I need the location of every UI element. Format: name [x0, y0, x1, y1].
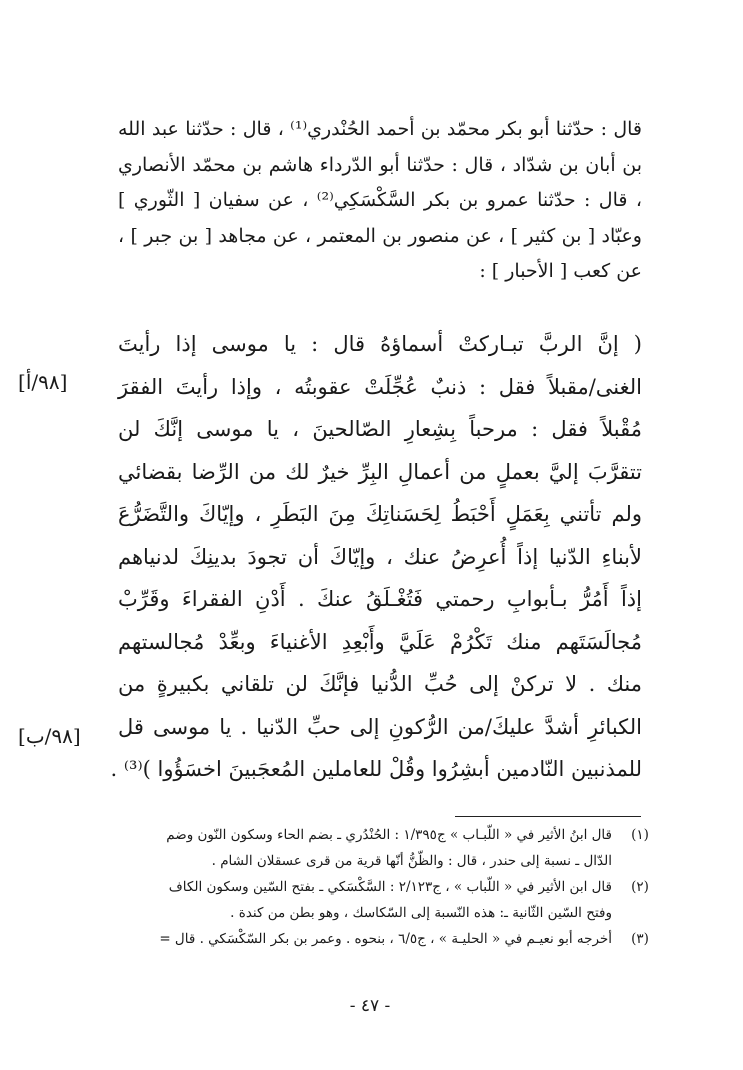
isnad-text: قال : حدّثنا أبو بكر محمّد بن أحمد الحُنْدري⁽¹⁾ ، قال : حدّثنا عبد الله بن أبان بن شدّاد ، قال : حدّثنا أبو الدّرداء هاشم بن محمّد الأنصاري ، قال : حدّثنا عمرو بن بكر السَّكْسَكِي⁽²⁾ ، عن سفيان [ الثّوري ] وعبّاد [ بن كثير ] ، عن منصور بن المعتمر ، عن مجاهد [ بن جبر ] ، عن كعب [ الأحبار ] :	[118, 118, 643, 282]
matn-line: الغنى/مقبلاً فقل : ذنبٌ عُجِّلَتْ عقوبتُه ، وإذا رأيتَ الفقرَ	[118, 374, 642, 399]
matn-line: منك . لا تركنْ إلى حُبِّ الدُّنيا فإنَّكَ لن تلقاني بكبيرةٍ من	[118, 672, 642, 696]
footnote-divider	[455, 816, 641, 817]
matn-paragraph	[110, 323, 642, 791]
footnote-line: قال ابن الأثير في « اللّباب » ، ج٢/١٢٣ : السَّكْسَكي ـ بفتح السّين وسكون الكاف	[168, 879, 612, 895]
footnote-line: أخرجه أبو نعيـم في « الحليـة » ، ج٦/٥ ، بنحوه . وعمر بن بكر السّكْسَكي . قال =	[159, 931, 612, 947]
folio-marker-a: [٩٨/أ]	[18, 370, 68, 394]
footnote-number: (٣)	[631, 931, 649, 947]
footnote	[60, 874, 660, 926]
matn-line: مُقْبلاً فقل : مرحباً بِشِعارِ الصّالحينَ ، يا موسى إنَّكَ لن	[118, 417, 642, 441]
footnote-number: (٢)	[631, 879, 649, 895]
matn-line: إذاً أَمُرُّ بـأبوابِ رحمتي فَتُغْـلَقُ عنكَ . أَدْنِ الفقراءَ وقَرِّبْ	[118, 587, 642, 611]
footnote-line: قال ابنُ الأثير في « اللّبـاب » ج١/٣٩٥ : الحُنْدُري ـ بضم الحاء وسكون النّون وضم	[166, 827, 612, 843]
matn-line: مُجالَسَتَهم منك تَكْرُمْ عَلَيَّ وأَبْعِدِ الأغنياءَ وبعِّدْ مُجالستهم	[118, 629, 642, 654]
footnote-line: الدّال ـ نسبة إلى حندر ، قال : والظّنُّ أنّها قرية من قرى عسقلان الشام .	[211, 853, 612, 869]
matn-line: ولم تأتني بِعَمَلٍ أَحْبَطُ لِحَسَناتِكَ مِنَ البَطَرِ ، وإيّاكَ والتَّضَرُّعَ	[118, 502, 642, 526]
isnad-paragraph	[118, 112, 642, 290]
footnote-number: (١)	[631, 827, 649, 843]
matn-line: للمذنبين النّادمين أبشِرُوا وقُلْ للعاملين المُعجَبينَ اخسَؤُوا )⁽³⁾ .	[110, 757, 642, 781]
page-number: - ٤٧ -	[349, 996, 391, 1016]
matn-line: تتقرَّبَ إليَّ بعملٍ من أعمالِ البِرِّ خيرٌ لك من الرِّضا بقضائي	[118, 459, 642, 484]
folio-marker-b: [٩٨/ب]	[18, 724, 81, 748]
matn-line: ( إنَّ الربَّ تبـاركتْ أسماؤهُ قال : يا موسى إذا رأيتَ	[118, 332, 642, 356]
footnote-line: وفتح السّين الثّانية ـ: هذه النّسبة إلى السّكاسك ، وهو بطن من كندة .	[230, 905, 612, 921]
footnotes	[60, 822, 660, 952]
matn-line: لأبناءِ الدّنيا إذاً أُعرِضُ عنك ، وإيّاكَ أن تجودَ بدينِكَ لدنياهم	[118, 544, 642, 569]
footnote	[60, 822, 660, 874]
matn-line: الكبائرِ أشدَّ عليكَ/من الرُّكونِ إلى حبِّ الدّنيا . يا موسى قل	[118, 714, 642, 739]
footnote	[60, 926, 660, 952]
